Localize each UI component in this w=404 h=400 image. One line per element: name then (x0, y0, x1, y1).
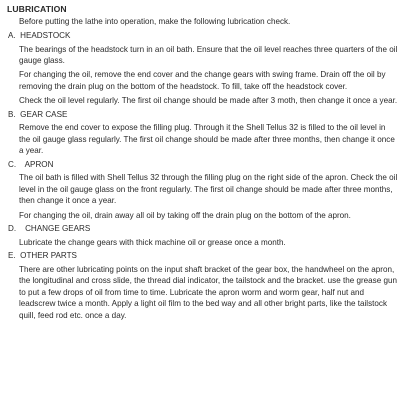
section-title: B. GEAR CASE (8, 109, 68, 119)
section-title: A. HEADSTOCK (8, 30, 71, 40)
paragraph: For changing the oil, drain away all oil by taking off the drain plug on the bottom of the apron. (19, 210, 351, 220)
section-change-gears (7, 224, 398, 248)
section-gear-case (7, 110, 398, 157)
section-title: E. OTHER PARTS (8, 251, 77, 261)
section-title: D. CHANGE GEARS (8, 224, 91, 234)
paragraph: Check the oil level regularly. The first oil change should be made after 3 moth, then change it once a year. (19, 96, 398, 106)
intro-text: Before putting the lathe into operation, make the following lubrication check. (19, 17, 291, 26)
document-title: LUBRICATION (7, 4, 67, 14)
paragraph: For changing the oil, remove the end cover and the change gears with swing frame. Drain off the oil by removing the drain plug on the bottom of the headstock. To fill, take off the headstock cover. (19, 70, 386, 91)
paragraph: There are other lubricating points on the input shaft bracket of the gear box, the handwheel on the apron, the longitudinal and cross slide, the thread dial indicator, the tailstock and the bracket. use the grease gun to put a few drops of oil from time to time. Lubricate the apron worm and worm gear, half nut and leadscrew twice a month. Apply a light oil film to the bed way and all other bright parts, like the tailstock quill, feed rod etc. once a day. (19, 265, 397, 320)
paragraph: Lubricate the change gears with thick machine oil or grease once a month. (19, 237, 286, 247)
paragraph: Remove the end cover to expose the filling plug. Through it the Shell Tellus 32 is filled to the oil level in the oil gauge glass regularly. The first oil change should be made after three months, then change it once a year. (19, 123, 395, 156)
paragraph: The bearings of the headstock turn in an oil bath. Ensure that the oil level reaches three quarters of the oil gauge glass. (19, 44, 398, 65)
section-other-parts (7, 251, 398, 321)
section-headstock (7, 31, 398, 107)
paragraph: The oil bath is filled with Shell Tellus 32 through the filling plug on the right side of the apron. Check the oil level in the oil gauge glass on the front regularly. The first oil change should be made after three months, then change it once a year. (19, 173, 398, 206)
section-title: C. APRON (8, 159, 54, 169)
section-apron (7, 160, 398, 221)
